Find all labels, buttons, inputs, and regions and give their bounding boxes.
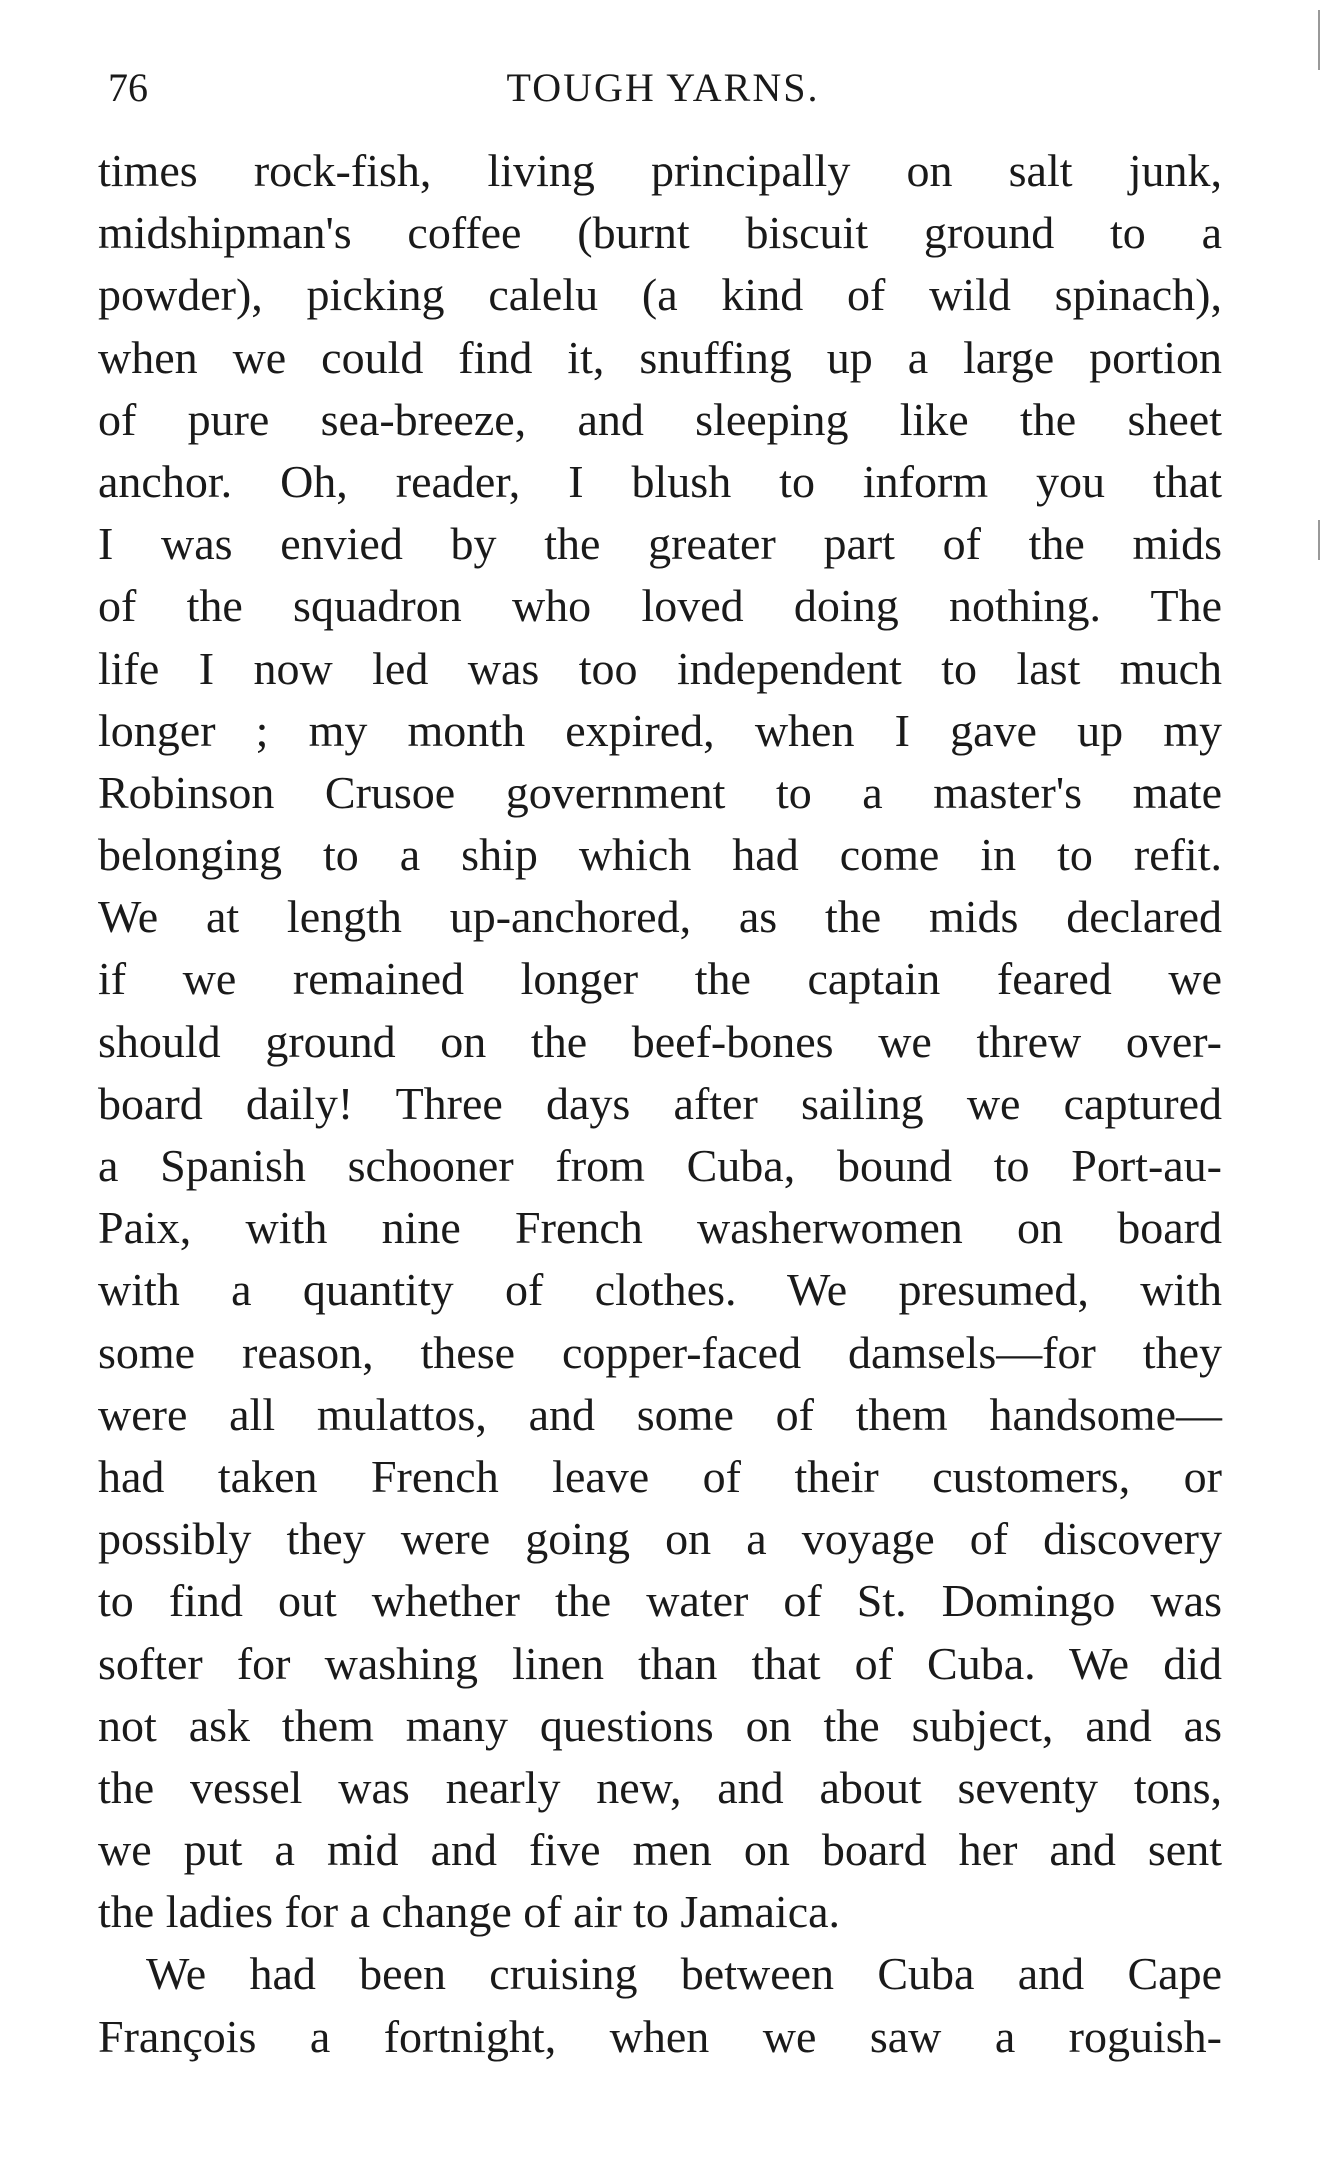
text-line: We at length up-anchored, as the mids declared bbox=[98, 891, 1222, 943]
text-line: We had been cruising between Cuba and Cape bbox=[146, 1948, 1222, 2000]
text-line: some reason, these copper-faced damsels—for they bbox=[98, 1326, 1222, 1378]
text-line: to find out whether the water of St. Domingo was bbox=[98, 1575, 1222, 1627]
paragraph bbox=[98, 140, 1222, 1943]
text-line: powder), picking calelu (a kind of wild spinach), bbox=[98, 269, 1222, 321]
text-line: anchor. Oh, reader, I blush to inform you that bbox=[98, 455, 1222, 507]
text-line: of pure sea-breeze, and sleeping like the sheet bbox=[98, 393, 1222, 445]
scan-edge-mark bbox=[1318, 10, 1320, 70]
text-line: longer ; my month expired, when I gave up my bbox=[98, 704, 1222, 756]
text-line: should ground on the beef-bones we threw over- bbox=[98, 1015, 1222, 1067]
running-title: TOUGH YARNS. bbox=[506, 65, 820, 110]
text-line: when we could find it, snuffing up a large portion bbox=[98, 331, 1222, 383]
text-line: midshipman's coffee (burnt biscuit ground to a bbox=[98, 207, 1222, 259]
text-line: a Spanish schooner from Cuba, bound to Port-au- bbox=[98, 1140, 1222, 1191]
text-line: not ask them many questions on the subject, and as bbox=[98, 1699, 1222, 1751]
text-line: softer for washing linen than that of Cuba. We did bbox=[98, 1637, 1222, 1689]
text-line: François a fortnight, when we saw a roguish- bbox=[98, 2010, 1222, 2062]
paragraph bbox=[98, 1943, 1222, 2067]
text-line: possibly they were going on a voyage of discovery bbox=[98, 1513, 1222, 1565]
text-line: life I now led was too independent to last much bbox=[98, 642, 1222, 694]
text-line: we put a mid and five men on board her and sent bbox=[98, 1824, 1222, 1876]
text-line: Robinson Crusoe government to a master's mate bbox=[98, 766, 1222, 818]
text-line: the ladies for a change of air to Jamaica. bbox=[98, 1886, 841, 1938]
body-text bbox=[98, 140, 1222, 2068]
text-line: were all mulattos, and some of them handsome— bbox=[98, 1388, 1222, 1440]
text-line: of the squadron who loved doing nothing. The bbox=[98, 580, 1222, 632]
text-line: had taken French leave of their customers, or bbox=[98, 1450, 1222, 1502]
page-number: 76 bbox=[108, 65, 148, 110]
text-line: times rock-fish, living principally on salt junk, bbox=[98, 145, 1222, 196]
text-line: Paix, with nine French washerwomen on board bbox=[98, 1202, 1222, 1254]
text-line: I was envied by the greater part of the mids bbox=[98, 518, 1222, 570]
text-line: board daily! Three days after sailing we captured bbox=[98, 1077, 1222, 1129]
text-line: belonging to a ship which had come in to refit. bbox=[98, 829, 1222, 881]
scan-edge-mark bbox=[1318, 520, 1320, 560]
text-line: the vessel was nearly new, and about seventy tons, bbox=[98, 1761, 1222, 1813]
text-line: with a quantity of clothes. We presumed, with bbox=[98, 1264, 1222, 1316]
page-header bbox=[108, 58, 1218, 118]
text-line: if we remained longer the captain feared we bbox=[98, 953, 1222, 1005]
